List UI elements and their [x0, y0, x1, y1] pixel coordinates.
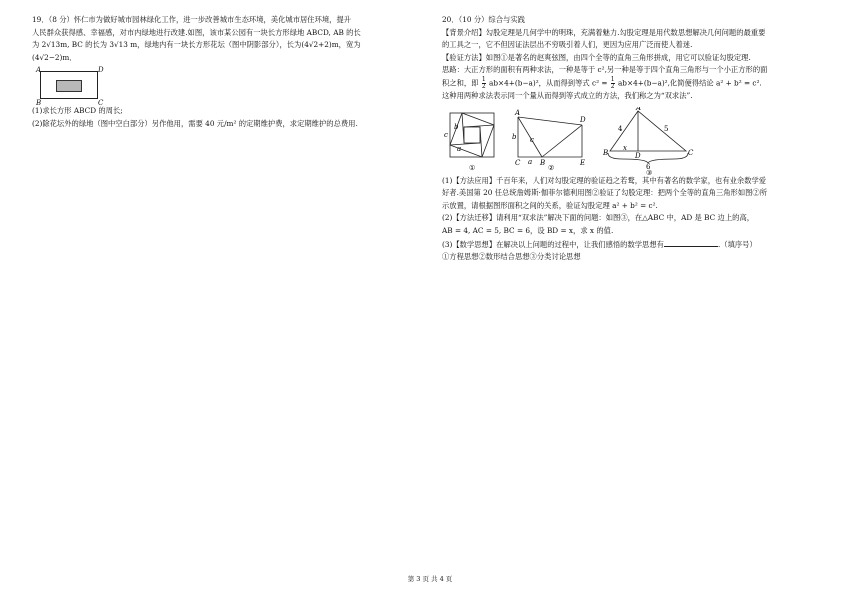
- q20-sub-1-c: 示放置，请根据图形面积之间的关系，验证勾股定理 a² + b² = c².: [442, 200, 658, 210]
- fraction-half-2: $\frac{1}{2}$: [610, 75, 615, 90]
- q20-sub-3: [442, 238, 832, 252]
- q20-title: 20．（10 分）综合与实践: [442, 15, 525, 24]
- q19-sub-2: (2)除花坛外的绿地（图中空白部分）另作他用，需要 40 元/m² 的定期维护费，求定期维护的总费用.: [32, 118, 358, 128]
- fig3-brace: [608, 153, 688, 163]
- fig2-side-c: c: [530, 135, 534, 144]
- fig1-label-c: c: [444, 130, 448, 139]
- q20-sub-3-options: ①方程思想②数形结合思想③分类讨论思想: [442, 252, 581, 262]
- q20-sub-1-b: 好者.美国第 20 任总统詹姆斯·伽菲尔德利用图②验证了勾股定理：把两个全等的直角三角形如图②所: [442, 188, 768, 198]
- fig3-label-b: B: [603, 148, 609, 157]
- q19-line-2: 人民群众获得感、幸福感，对市内绿地进行改建.如图，该市某公园有一块长方形绿地 ABCD, AB 的长: [32, 27, 361, 37]
- question-20: [442, 14, 832, 264]
- q20-sub-2-b: AB = 4, AC = 5, BC = 6，设 BD = x，求 x 的值.: [442, 226, 614, 236]
- q19-line-1: 19．（8 分）怀仁市为做好城市园林绿化工作，进一步改善城市生态环境，美化城市居住环境，提升: [32, 15, 352, 24]
- fig2-label-b: B: [540, 158, 546, 167]
- fig2-ae: [518, 117, 582, 125]
- question-19: [32, 14, 412, 131]
- eq-part-c: ab×4+(b−a)²,化简便得结论 a² + b² = c².: [617, 78, 762, 88]
- fig3-label-d: D: [635, 151, 641, 160]
- q20-sub-3-a: (3)【数学思想】在解决以上问题的过程中，让我们感悟的数学思想有: [442, 239, 664, 249]
- fig2-label-d: D: [580, 115, 586, 124]
- q20-background-2: 的工具之一，它不但因证法层出不穷吸引着人们，更因为应用广泛而使人着迷.: [442, 40, 693, 50]
- q20-background-1: 【背景介绍】勾股定理是几何学中的明珠，充满着魅力.勾股定理是用代数思想解决几何问题的最重要: [442, 27, 766, 37]
- q20-figures-svg: [442, 107, 832, 175]
- fig1-label-a: a: [457, 144, 462, 153]
- fig3-side-5: 5: [664, 124, 669, 133]
- fig3-side-6: 6: [646, 162, 651, 171]
- label-b: B: [36, 99, 42, 108]
- q20-equation: [442, 77, 832, 90]
- fig2-label-c: C: [515, 158, 521, 167]
- fraction-half-1: $\frac{1}{2}$: [481, 75, 486, 90]
- fig2-side-a: a: [528, 157, 533, 166]
- q19-line-3: 为 2√13m, BC 的长为 3√13 m，绿地内有一块长方形花坛（图中阴影部分），长为(4√2+2)m，宽为: [32, 40, 361, 50]
- q20-figures: [442, 107, 832, 175]
- fig3-label-a: A: [636, 106, 642, 112]
- eq-part-b: ab×4+(b−a)²，从而得到等式 c² =: [488, 78, 608, 88]
- fig2-be: [542, 125, 582, 157]
- fig3-label-c: C: [688, 148, 694, 157]
- fig1-number: ①: [469, 163, 476, 172]
- fig2-label-a: A: [515, 108, 521, 117]
- fig2-number: ②: [548, 163, 555, 172]
- flower-bed-shaded: [56, 80, 82, 92]
- fig3-number: ③: [646, 168, 653, 175]
- rectangle-abcd-figure: [36, 66, 104, 108]
- eq-part-a: 积之和，即: [442, 78, 479, 88]
- fig3-side-4: 4: [618, 124, 623, 133]
- fig2-side-b: b: [512, 132, 517, 141]
- q20-sub-3-b: .（填序号）: [717, 239, 757, 249]
- fig1-small-square: [464, 127, 480, 143]
- q20-idea: 思路：大正方形的面积有两种求法，一种是等于 c²,另一种是等于四个直角三角形与一个小正方形的面: [442, 65, 768, 75]
- fig2-label-e: E: [580, 158, 586, 167]
- q20-sub-2-a: (2)【方法迁移】请利用“双求法”解决下面的问题：如图③，在△ABC 中，AD 是 BC 边上的高，: [442, 213, 755, 223]
- figure-2-garfield: [518, 117, 582, 157]
- label-d: D: [98, 66, 104, 75]
- q20-verify-method: 【验证方法】如图①是著名的赵爽弦图，由四个全等的直角三角形拼成，用它可以验证勾股定理.: [442, 52, 751, 62]
- q20-two-way-method: 这种用两种求法表示同一个量从而得到等式成立的方法，我们称之为“双求法”.: [442, 91, 693, 101]
- q19-sub-1: (1)求长方形 ABCD 的周长;: [32, 106, 123, 116]
- label-a: A: [36, 66, 42, 75]
- fig1-label-b: b: [454, 122, 459, 131]
- label-c: C: [98, 99, 104, 108]
- q19-line-4: (4√2−2)m．: [32, 52, 77, 62]
- q20-sub-1-a: (1)【方法应用】千百年来，人们对勾股定理的验证趋之若鹜，其中有著名的数学家，也有业余数学爱: [442, 175, 767, 185]
- answer-blank[interactable]: [664, 238, 718, 247]
- page-footer: 第 3 页 共 4 页: [407, 575, 453, 583]
- fig3-side-x: x: [623, 143, 627, 152]
- figure-3-triangle: [608, 111, 688, 163]
